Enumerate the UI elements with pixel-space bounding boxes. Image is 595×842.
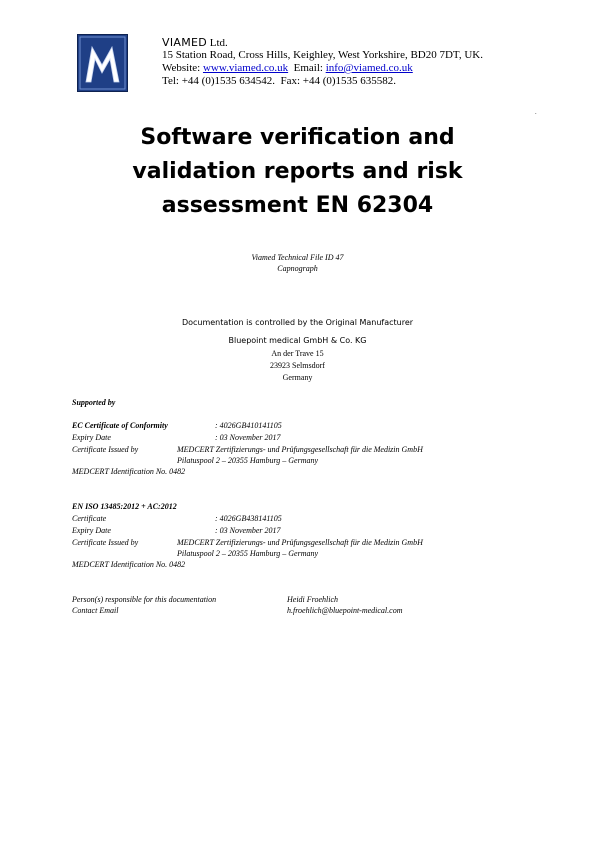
iso-expiry-date: : 03 November 2017 [215, 526, 281, 535]
ec-expiry-label: Expiry Date [72, 433, 111, 442]
iso-ident-number: MEDCERT Identification No. 0482 [72, 560, 186, 569]
title-line-1: Software verification and [140, 125, 455, 150]
product-name: Capnograph [277, 264, 318, 273]
manufacturer-name: Bluepoint medical GmbH & Co. KG [228, 336, 367, 345]
iso-issuer: MEDCERT Zertifizierungs- und Prüfungsgesellschaft für die Medizin GmbH [177, 538, 423, 547]
control-note: Documentation is controlled by the Original Manufacturer [181, 318, 414, 327]
website-label: Website: [162, 62, 203, 74]
iso-expiry-label: Expiry Date [72, 526, 111, 535]
ec-expiry-date: : 03 November 2017 [215, 433, 281, 442]
iso-issuer-address: Pilatuspool 2 – 20355 Hamburg – Germany [177, 549, 319, 558]
responsible-label: Person(s) responsible for this documentation [72, 595, 217, 604]
manufacturer-street: An der Trave 15 [271, 349, 324, 358]
company-name: VIAMED [162, 36, 208, 49]
contact-email[interactable]: h.froehlich@bluepoint-medical.com [287, 606, 403, 615]
iso-cert-label: Certificate [72, 514, 107, 523]
email-label: Email: [288, 62, 326, 74]
title-line-3: assessment EN 62304 [161, 193, 434, 218]
iso-issued-label: Certificate Issued by [72, 538, 139, 547]
iso-cert-number: : 4026GB438141105 [215, 514, 282, 523]
ec-issued-label: Certificate Issued by [72, 445, 139, 454]
document-title [0, 121, 595, 223]
manufacturer-city: 23923 Selmsdorf [270, 361, 325, 370]
ec-cert-number: : 4026GB410141105 [215, 421, 282, 430]
supported-by-label: Supported by [72, 398, 116, 407]
title-line-2: validation reports and risk [132, 159, 463, 184]
ec-issuer: MEDCERT Zertifizierungs- und Prüfungsgesellschaft für die Medizin GmbH [177, 445, 423, 454]
company-phone: Tel: +44 (0)1535 634542. Fax: +44 (0)1535 635582. [162, 75, 397, 87]
technical-file-id: Viamed Technical File ID 47 [251, 253, 344, 262]
email-link[interactable]: info@viamed.co.uk [325, 62, 413, 74]
contact-email-label: Contact Email [72, 606, 119, 615]
responsible-name: Heidi Froehlich [287, 595, 339, 604]
company-suffix: Ltd. [207, 37, 228, 49]
ec-ident-number: MEDCERT Identification No. 0482 [72, 467, 186, 476]
company-logo [77, 34, 128, 92]
company-address: 15 Station Road, Cross Hills, Keighley, West Yorkshire, BD20 7DT, UK. [162, 49, 483, 61]
stray-dot: . [535, 110, 537, 116]
ec-cert-heading: EC Certificate of Conformity [72, 421, 168, 430]
iso-cert-heading: EN ISO 13485:2012 + AC:2012 [72, 502, 177, 511]
company-info [162, 36, 483, 88]
company-name-line [162, 36, 483, 49]
ec-issuer-address: Pilatuspool 2 – 20355 Hamburg – Germany [177, 456, 319, 465]
company-web-email [162, 62, 483, 75]
manufacturer-country: Germany [282, 373, 313, 382]
website-link[interactable]: www.viamed.co.uk [202, 62, 289, 74]
